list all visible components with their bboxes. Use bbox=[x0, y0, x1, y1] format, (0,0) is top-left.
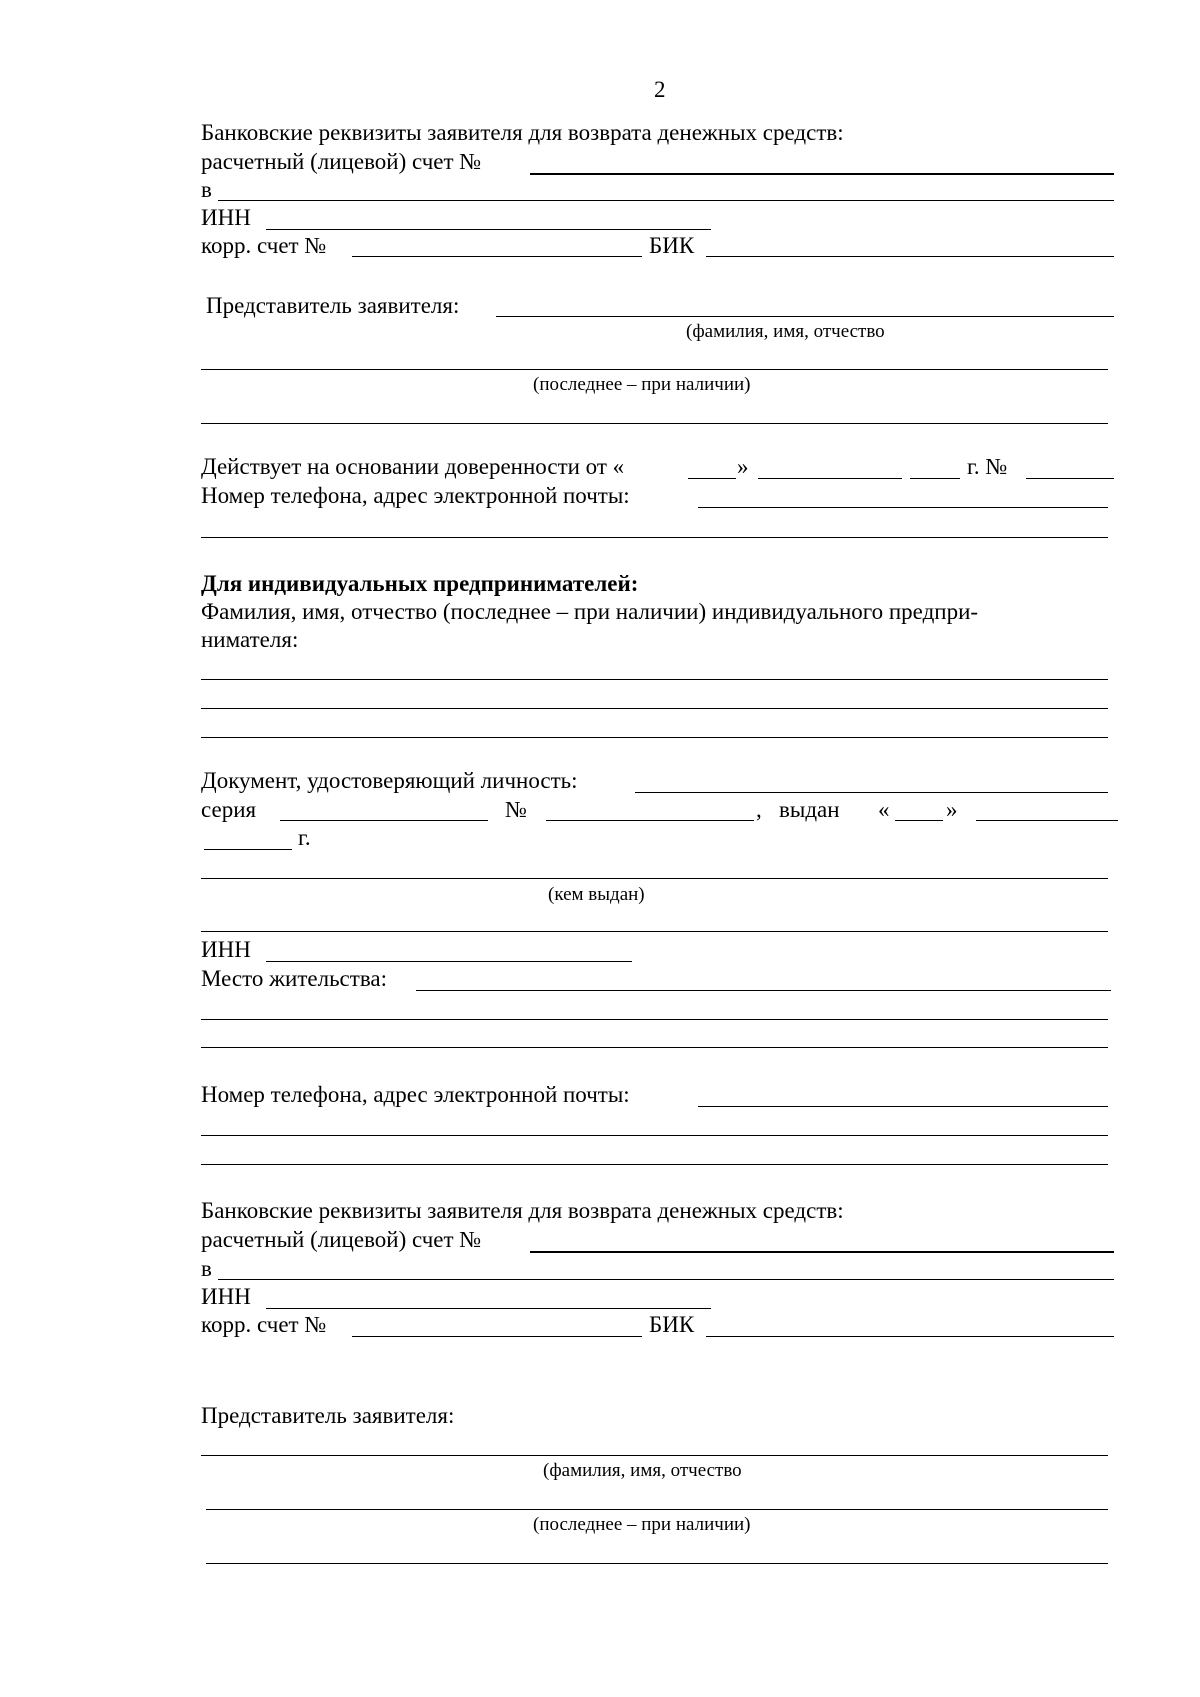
bank-name-line[interactable] bbox=[218, 200, 1114, 201]
entrepreneurs-heading: Для индивидуальных предпринимателей: bbox=[201, 571, 639, 596]
poa-number-line[interactable] bbox=[1026, 478, 1114, 479]
residence-line[interactable] bbox=[416, 990, 1111, 991]
phone-line[interactable] bbox=[698, 507, 1108, 508]
representative-line[interactable] bbox=[496, 316, 1114, 317]
poa-month-line[interactable] bbox=[758, 478, 902, 479]
entrepreneur-fio-caption: (фамилия, имя, отчество bbox=[543, 1460, 742, 1481]
residence-line-2[interactable] bbox=[201, 1019, 1108, 1020]
issued-by-line[interactable] bbox=[201, 878, 1108, 879]
account-number-line[interactable] bbox=[530, 173, 1114, 175]
entrepreneur-account-label: расчетный (лицевой) счет № bbox=[201, 1227, 482, 1252]
entrepreneur-bank-heading: Банковские реквизиты заявителя для возврата денежных средств: bbox=[201, 1198, 844, 1223]
entrepreneur-bank-name-line[interactable] bbox=[218, 1279, 1114, 1280]
issued-year-label: г. bbox=[298, 825, 311, 850]
entrepreneur-bik-line[interactable] bbox=[706, 1336, 1114, 1337]
representative-label: Представитель заявителя: bbox=[206, 293, 460, 318]
entrepreneur-bik-label: БИК bbox=[649, 1312, 695, 1337]
entrepreneur-representative-line-3[interactable] bbox=[206, 1563, 1108, 1564]
fio-caption-last: (последнее – при наличии) bbox=[533, 374, 751, 395]
entrepreneur-bank-in-label: в bbox=[201, 1256, 212, 1281]
poa-day-line[interactable] bbox=[688, 478, 736, 479]
representative-line-3[interactable] bbox=[201, 423, 1108, 424]
entrepreneur-fio-label: Фамилия, имя, отчество (последнее – при наличии) индивидуального предпри- bbox=[201, 599, 979, 624]
phone-line-2[interactable] bbox=[201, 537, 1108, 538]
entrepreneur-account-line[interactable] bbox=[530, 1251, 1114, 1253]
entrepreneur-phone-line-2[interactable] bbox=[201, 1135, 1108, 1136]
series-line[interactable] bbox=[280, 820, 488, 821]
bik-line[interactable] bbox=[706, 256, 1114, 257]
poa-quote-close: » bbox=[737, 454, 749, 479]
poa-label: Действует на основании доверенности от « bbox=[201, 454, 625, 479]
entrepreneur-corr-line[interactable] bbox=[352, 1336, 642, 1337]
issued-year-line[interactable] bbox=[204, 849, 292, 850]
bank-details-heading: Банковские реквизиты заявителя для возврата денежных средств: bbox=[201, 120, 844, 145]
residence-line-3[interactable] bbox=[201, 1047, 1108, 1048]
entrepreneur-bank-inn-label: ИНН bbox=[201, 1284, 251, 1309]
entrepreneur-corr-label: корр. счет № bbox=[201, 1312, 327, 1337]
residence-label: Место жительства: bbox=[201, 966, 387, 991]
entrepreneur-fio-caption-last: (последнее – при наличии) bbox=[533, 1514, 751, 1535]
entrepreneur-phone-line[interactable] bbox=[698, 1106, 1108, 1107]
entrepreneur-representative-line-2[interactable] bbox=[206, 1509, 1108, 1510]
corr-account-line[interactable] bbox=[352, 256, 642, 257]
entrepreneur-fio-line-2[interactable] bbox=[201, 708, 1108, 709]
entrepreneur-inn-label: ИНН bbox=[201, 937, 251, 962]
id-number-label: № bbox=[505, 797, 527, 822]
entrepreneur-bank-inn-line[interactable] bbox=[266, 1308, 711, 1309]
entrepreneur-phone-label: Номер телефона, адрес электронной почты: bbox=[201, 1082, 630, 1107]
entrepreneur-fio-line-3[interactable] bbox=[201, 737, 1108, 738]
issued-quote-open: « bbox=[878, 797, 890, 822]
issued-quote-close: » bbox=[946, 797, 958, 822]
inn-line[interactable] bbox=[266, 229, 711, 230]
issued-label: выдан bbox=[779, 797, 840, 822]
entrepreneur-representative-label: Представитель заявителя: bbox=[201, 1403, 455, 1428]
inn-label: ИНН bbox=[201, 205, 251, 230]
representative-line-2[interactable] bbox=[201, 369, 1108, 370]
account-label: расчетный (лицевой) счет № bbox=[201, 149, 482, 174]
id-document-line[interactable] bbox=[635, 792, 1108, 793]
entrepreneur-fio-label-cont: нимателя: bbox=[201, 627, 299, 652]
entrepreneur-phone-line-3[interactable] bbox=[201, 1164, 1108, 1165]
entrepreneur-representative-line[interactable] bbox=[201, 1455, 1108, 1456]
bank-in-label: в bbox=[201, 177, 212, 202]
phone-label: Номер телефона, адрес электронной почты: bbox=[201, 483, 630, 508]
poa-year-label: г. № bbox=[967, 454, 1008, 479]
id-document-label: Документ, удостоверяющий личность: bbox=[201, 768, 578, 793]
corr-account-label: корр. счет № bbox=[201, 233, 327, 258]
fio-caption: (фамилия, имя, отчество bbox=[686, 321, 885, 342]
issued-month-line[interactable] bbox=[976, 820, 1118, 821]
issued-comma: , bbox=[756, 797, 762, 822]
bik-label: БИК bbox=[649, 233, 695, 258]
entrepreneur-inn-line[interactable] bbox=[266, 961, 632, 962]
poa-year-line[interactable] bbox=[910, 478, 960, 479]
issued-day-line[interactable] bbox=[895, 820, 943, 821]
series-label: серия bbox=[201, 797, 257, 822]
id-number-line[interactable] bbox=[546, 820, 754, 821]
issued-by-caption: (кем выдан) bbox=[548, 884, 645, 905]
entrepreneur-fio-line-1[interactable] bbox=[201, 679, 1108, 680]
page-number: 2 bbox=[654, 77, 666, 102]
issued-by-line-2[interactable] bbox=[201, 931, 1108, 932]
